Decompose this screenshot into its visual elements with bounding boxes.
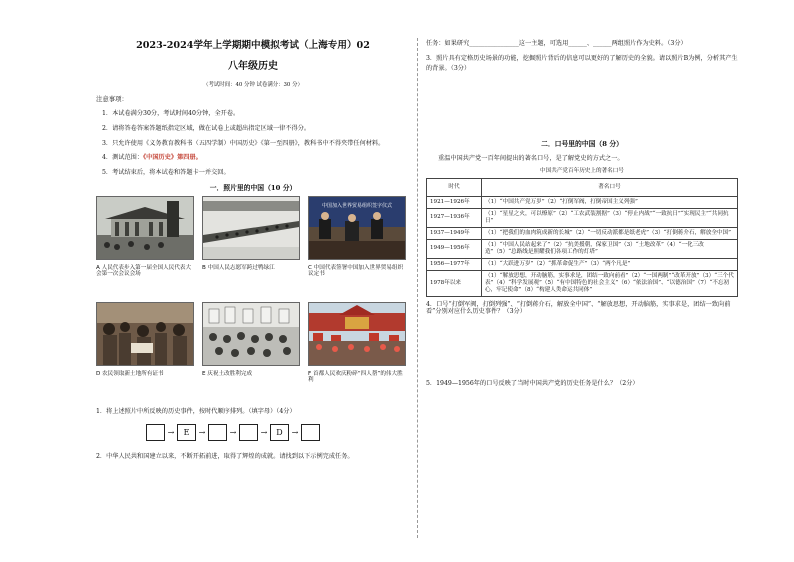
photo-a-image bbox=[96, 196, 194, 260]
sequence-box[interactable]: D bbox=[270, 424, 289, 441]
table-header-row bbox=[427, 178, 738, 196]
question-2-task: 任务：如果研究________________这一主题，可选用______、______两组照片作为史料。（3分） bbox=[426, 40, 687, 47]
table-row bbox=[427, 239, 738, 258]
table-row bbox=[427, 196, 738, 208]
photo-e-caption: E 庆祝土改胜利完成 bbox=[202, 370, 253, 377]
photo-d-image bbox=[96, 302, 194, 366]
photo-b-image bbox=[202, 196, 300, 260]
slogan-cell: （1）“把我们的血肉筑成新的长城”（2）“一切反动派都是纸老虎”（3）“打倒蒋介石，解放全中国” bbox=[482, 227, 738, 239]
sequence-box[interactable] bbox=[208, 424, 227, 441]
photo-c-banner: 中国加入世界贸易组织签字仪式 bbox=[321, 203, 393, 210]
era-cell: 1921—1926年 bbox=[427, 196, 482, 208]
section2-heading: 二．口号里的中国（8 分） bbox=[541, 139, 623, 148]
table-row bbox=[427, 258, 738, 270]
sequence-box[interactable] bbox=[146, 424, 165, 441]
question-4: 4．口号“打倒军阀，打倒列强”、“打倒蒋介石，解放全中国”、“解放思想，开动脑筋，实事求是，团结一致向前看”分别对应什么历史事件？（3分） bbox=[426, 300, 731, 316]
question-5: 5．1949—1956年的口号反映了当时中国共产党的历史任务是什么？（2分） bbox=[426, 380, 639, 388]
note-range-highlight: 《中国历史》第四册。 bbox=[143, 154, 202, 162]
era-cell: 1949—1956年 bbox=[427, 239, 482, 258]
arrow-right-icon: → bbox=[260, 427, 268, 437]
arrow-right-icon: → bbox=[198, 427, 206, 437]
slogan-cell: （1）“大跃进万岁”（2）“抓革命促生产”（3）“两个凡是” bbox=[482, 258, 738, 270]
section2-intro: 重温中国共产党一百年间提出的著名口号，是了解党史的方式之一。 bbox=[438, 155, 624, 163]
note-range-label: 4．测试范围： bbox=[102, 154, 144, 162]
sequence-box[interactable]: E bbox=[177, 424, 196, 441]
photo-f bbox=[308, 302, 404, 384]
slogan-cell: （1）“中国共产党万岁”（2）“打倒军阀，打倒帝国主义列强” bbox=[482, 196, 738, 208]
era-cell: 1956—1977年 bbox=[427, 258, 482, 270]
right-column bbox=[426, 40, 738, 388]
era-cell: 1978年以来 bbox=[427, 270, 482, 296]
photo-e bbox=[202, 302, 298, 377]
photo-c bbox=[308, 196, 404, 278]
slogan-cell: （1）“中国人民站起来了”（2）“抗美援朝，保家卫国”（3）“土地改革”（4）“一化三改造”（5）“总路线是照耀我们各项工作的灯塔” bbox=[482, 239, 738, 258]
exam-title: 2023-2024学年上学期期中模拟考试（上海专用）02 bbox=[136, 40, 370, 51]
col-era-header: 时代 bbox=[427, 178, 482, 196]
photo-b bbox=[202, 196, 298, 271]
question-2: 2．中华人民共和国建立以来，不断开拓前进，取得了辉煌的成就。请找到以下示例完成任务。 bbox=[96, 453, 354, 461]
arrow-right-icon: → bbox=[167, 427, 175, 437]
slogan-table bbox=[426, 178, 738, 297]
col-slogan-header: 著名口号 bbox=[482, 178, 738, 196]
column-divider bbox=[417, 38, 418, 538]
question-1: 1．将上述照片中所反映的历史事件，按时代顺序排列。（填字母）（4分） bbox=[96, 408, 296, 416]
photo-c-image bbox=[308, 196, 406, 260]
exam-meta: （考试时间：40 分钟 试卷满分：30 分） bbox=[203, 82, 303, 89]
note-item: 3．只允许使用《义务教育教科书（五四学制）中国历史》《第一至四册》，教科书中不得夹带任何材料。 bbox=[102, 139, 385, 147]
era-cell: 1937—1949年 bbox=[427, 227, 482, 239]
photo-c-caption: C 中国代表签署中国加入世界贸易组织议定书 bbox=[308, 264, 404, 278]
note-item-range bbox=[96, 154, 410, 162]
exam-subject: 八年级历史 bbox=[228, 60, 278, 72]
notes-heading: 注意事项： bbox=[96, 95, 128, 104]
arrow-right-icon: → bbox=[229, 427, 237, 437]
era-cell: 1927—1936年 bbox=[427, 208, 482, 227]
photo-a-caption: A 人民代表步入第一届全国人民代表大会第一次会议会场 bbox=[96, 264, 192, 278]
question-3: 3．照片具有定格历史场景的功能，挖掘照片背后的信息可以更好的了解历史的全貌。请以照片B为例，分析其产生的背景。（3分） bbox=[426, 54, 738, 72]
slogan-cell: （1）“星星之火，可以燎原”（2）“工农武装割据”（3）“停止内战”“一致抗日”“实现民主”“共同抗日” bbox=[482, 208, 738, 227]
answer-sequence bbox=[146, 424, 410, 441]
photo-d-caption: D 农民领取新土地所有证书 bbox=[96, 370, 164, 377]
note-item: 1．本试卷满分30分，考试时间40分钟，全开卷。 bbox=[102, 110, 240, 118]
photo-a bbox=[96, 196, 192, 278]
sequence-box[interactable] bbox=[239, 424, 258, 441]
note-item: 5．考试结束后，将本试卷和答题卡一并交回。 bbox=[102, 169, 230, 177]
sequence-box[interactable] bbox=[301, 424, 320, 441]
photo-e-image bbox=[202, 302, 300, 366]
slogan-cell: （1）“解放思想，开动脑筋，实事求是，团结一致向前看”（2）“一国两制”“改革开放”（3）“三个代表”（4）“科学发展观”（5）“有中国特色的社会主义”（6）“依法治国”、“以德治国”（7）“不忘初心，牢记使命”（8）“构建人类命运共同体” bbox=[482, 270, 738, 296]
photo-f-image bbox=[308, 302, 406, 366]
table-row bbox=[427, 227, 738, 239]
section1-heading: 一．照片里的中国（10 分） bbox=[209, 183, 297, 192]
photo-d bbox=[96, 302, 192, 377]
table-row bbox=[427, 270, 738, 296]
table-title: 中国共产党百年历史上的著名口号 bbox=[540, 167, 624, 174]
photo-grid bbox=[96, 196, 408, 404]
arrow-right-icon: → bbox=[291, 427, 299, 437]
table-row bbox=[427, 208, 738, 227]
photo-f-caption: F 首都人民欢庆粉碎“四人帮”的伟大胜利 bbox=[308, 370, 403, 384]
note-item: 2．请将答卷答案答题纸指定区域，做在试卷上或超出指定区域一律不得分。 bbox=[102, 124, 311, 132]
left-column bbox=[96, 40, 410, 461]
photo-b-caption: B 中国人民志愿军跨过鸭绿江 bbox=[202, 264, 275, 271]
